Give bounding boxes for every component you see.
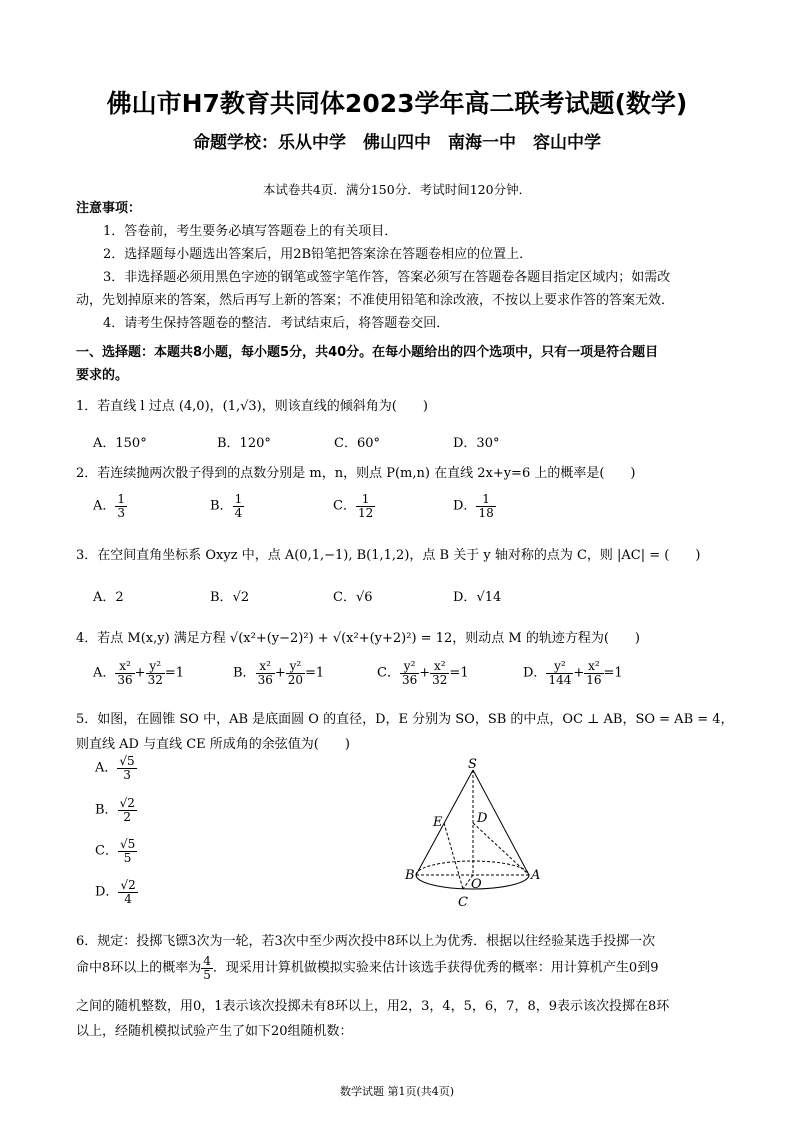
q2-stem: 2．若连续抛两次骰子得到的点数分别是 m，n，则点 P(m,n) 在直线 2x+y=6 上的概率是( )	[76, 466, 636, 481]
q4-option-c: C． $\frac{\text{y²}}{36}$ + $\frac{\text{x²}}{32}$ =1	[377, 659, 469, 687]
q5-option-c: C． $\frac{√5}{5}$	[95, 837, 136, 865]
segment-ad	[473, 823, 529, 875]
label-e: E	[433, 815, 443, 830]
q2-option-a: A． $\frac{1}{3}$	[93, 492, 126, 520]
note-1: 1．答卷前，考生要务必填写答题卷上的有关项目．	[103, 224, 398, 239]
q4-option-a: A． $\frac{\text{x²}}{36}$ + $\frac{\text{y²}}{32}$ =1	[93, 659, 185, 687]
label-c: C	[458, 895, 468, 910]
q5-stem-line2: 则直线 AD 与直线 CE 所成角的余弦值为( )	[76, 737, 350, 752]
q4-stem: 4．若点 M(x,y) 满足方程 √(x²+(y−2)²) + √(x²+(y+2)²) = 12，则动点 M 的轨迹方程为( )	[76, 631, 640, 646]
q3-option-a: A．2	[93, 590, 124, 605]
q3-option-d: D．√14	[453, 590, 502, 605]
q6-line4: 以上，经随机模拟试验产生了如下20组随机数：	[76, 1024, 353, 1039]
exam-meta: 本试卷共4页．满分150分．考试时间120分钟．	[262, 182, 532, 197]
q3-option-c: C．√6	[333, 590, 373, 605]
page-footer: 数学试题 第1页(共4页)	[339, 1085, 455, 1098]
label-o: O	[471, 877, 482, 892]
q1-option-b: B．120°	[217, 436, 271, 451]
q3-option-b: B．√2	[210, 590, 250, 605]
notes-heading: 注意事项：	[76, 201, 142, 216]
q6-line3: 之间的随机整数，用0，1表示该次投掷未有8环以上，用2，3，4，5，6，7，8，9表示该次投掷在8环	[76, 999, 670, 1014]
cone-edge-left	[416, 770, 473, 875]
q3-stem: 3．在空间直角坐标系 Oxyz 中，点 A(0,1,−1), B(1,1,2)，点 B 关于 y 轴对称的点为 C，则 |AC| = ( )	[76, 548, 701, 563]
q1-stem: 1．若直线 l 过点 (4,0)，(1,√3)，则该直线的倾斜角为( )	[76, 399, 428, 414]
q5-option-b: B． $\frac{√2}{2}$	[95, 796, 135, 824]
q1-option-c: C．60°	[334, 436, 380, 451]
q6-line1: 6．规定：投掷飞镖3次为一轮，若3次中至少两次投中8环以上为优秀．根据以往经验某选手投掷一次	[76, 934, 656, 949]
note-3: 3．非选择题必须用黑色字迹的钢笔或签字笔作答，答案必须写在答题卷各题目指定区域内；如需改	[103, 270, 671, 285]
note-3-cont: 动，先划掉原来的答案，然后再写上新的答案；不准使用铅笔和涂改液，不按以上要求作答的答案无效．	[76, 293, 675, 308]
q5-stem-line1: 5．如图，在圆锥 SO 中，AB 是底面圆 O 的直径，D，E 分别为 SO，SB 的中点，OC ⊥ AB，SO = AB = 4，	[76, 712, 734, 727]
page-title: 佛山市H7教育共同体2023学年高二联考试题(数学)	[106, 89, 688, 118]
section-heading-cont: 要求的。	[76, 368, 129, 383]
schools-line: 命题学校：乐从中学 佛山四中 南海一中 容山中学	[193, 133, 601, 153]
q1-option-d: D．30°	[453, 436, 500, 451]
q4-option-b: B． $\frac{\text{x²}}{36}$ + $\frac{\text{y²}}{20}$ =1	[233, 659, 325, 687]
label-b: B	[405, 868, 415, 883]
q2-option-c: C． $\frac{1}{12}$	[333, 492, 374, 520]
segment-ce	[444, 823, 463, 889]
q1-option-a: A．150°	[93, 436, 147, 451]
q5-option-d: D． $\frac{√2}{4}$	[95, 878, 136, 906]
section-heading: 一、选择题：本题共8小题，每小题5分，共40分。在每小题给出的四个选项中，只有一项是符合题目	[76, 345, 659, 360]
q2-option-b: B． $\frac{1}{4}$	[210, 492, 243, 520]
note-4: 4．请考生保持答题卷的整洁．考试结束后，将答题卷交回．	[103, 316, 450, 331]
note-2: 2．选择题每小题选出答案后，用2B铅笔把答案涂在答题卷相应的位置上．	[103, 247, 533, 262]
q6-line2: 命中8环以上的概率为 $\frac{4}{5}$ ．现采用计算机做模拟实验来估计该选手获得优秀的概率：用计算机产生0到9	[76, 954, 659, 982]
q4-option-d: D． $\frac{\text{y²}}{144}$ + $\frac{\text{x²}}{16}$ =1	[523, 659, 623, 687]
q5-option-a: A． $\frac{√5}{3}$	[95, 754, 135, 782]
label-a: A	[531, 868, 541, 883]
label-d: D	[477, 811, 488, 826]
q2-option-d: D． $\frac{1}{18}$	[453, 492, 494, 520]
cone-figure	[398, 758, 548, 914]
label-s: S	[468, 758, 477, 772]
